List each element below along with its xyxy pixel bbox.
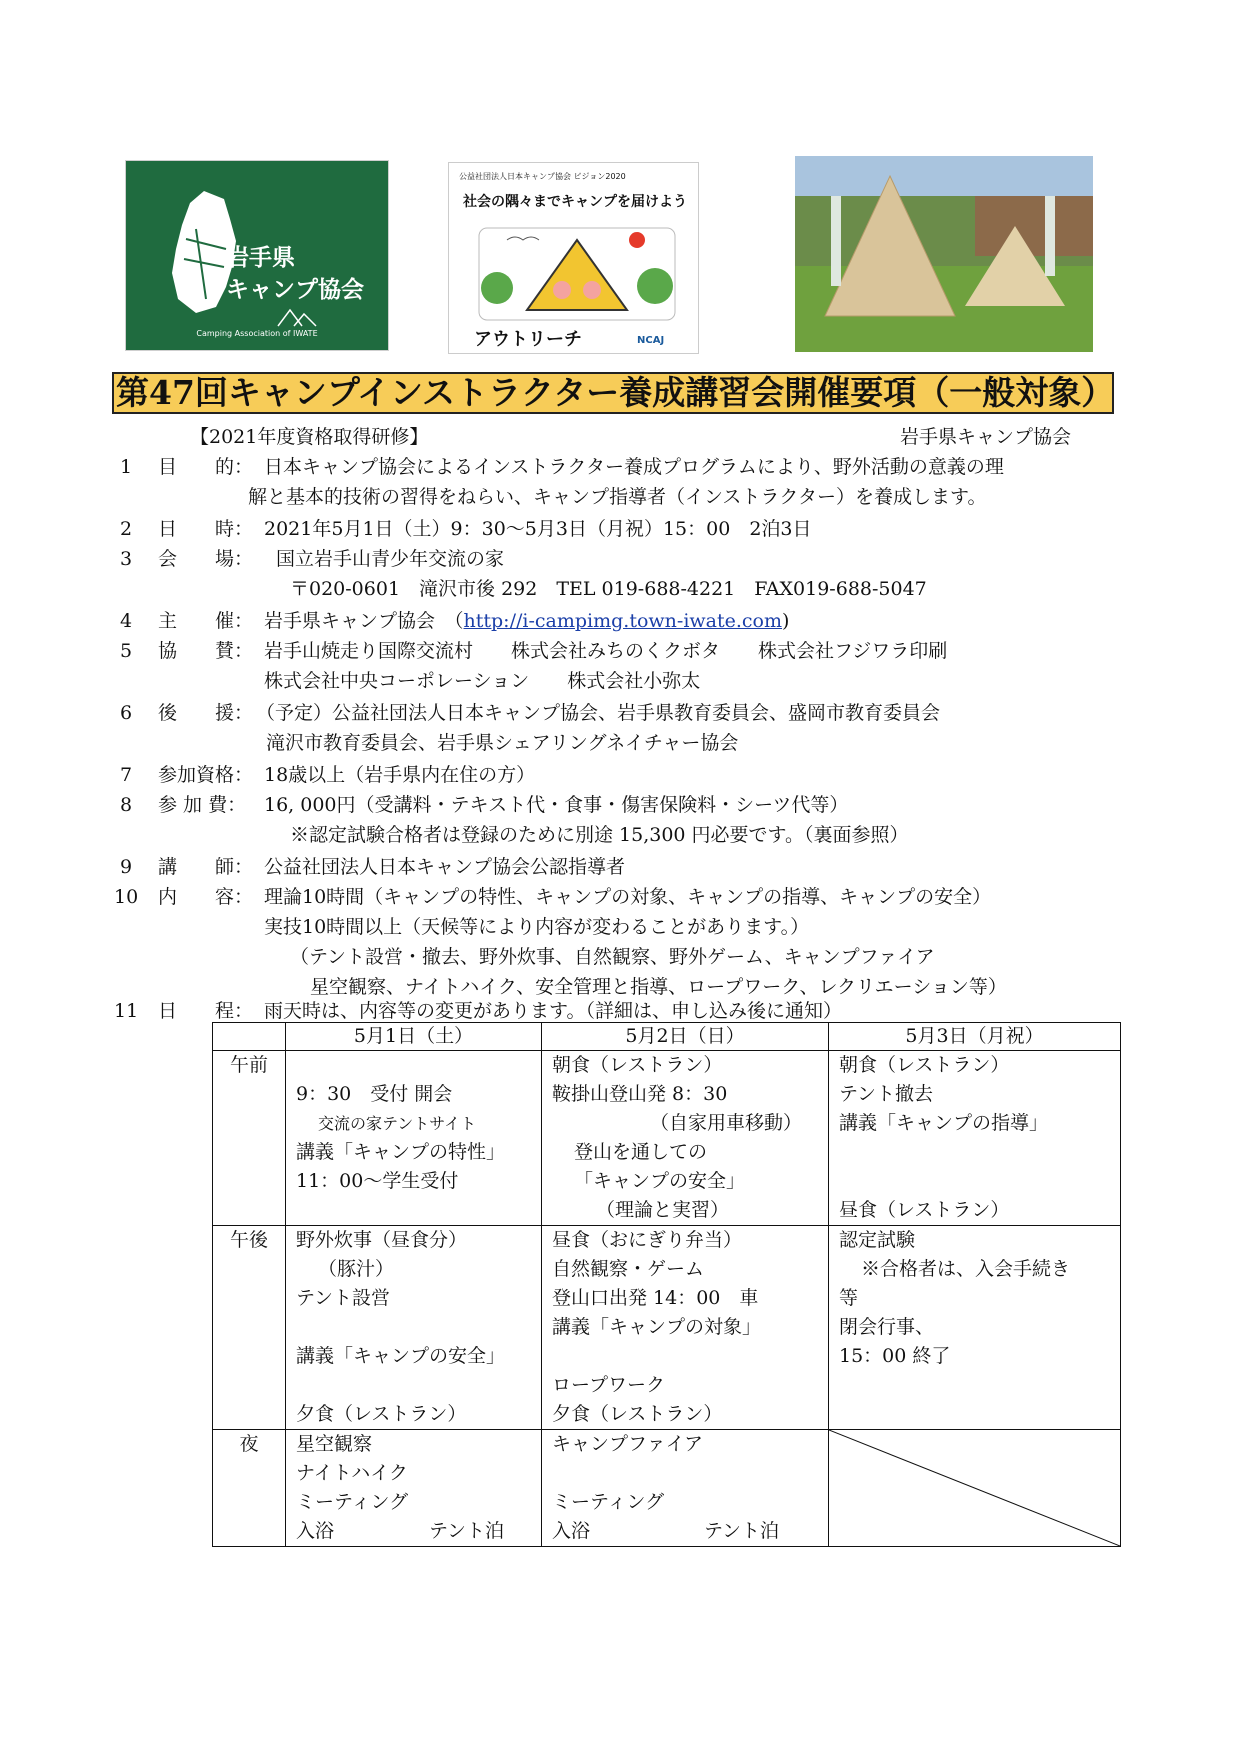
item-3-number: 3 — [120, 548, 133, 570]
schedule-line: 講義「キャンプの指導」 — [839, 1112, 1049, 1134]
day-2-header: 5月2日（日） — [542, 1023, 829, 1051]
schedule-line — [296, 1313, 541, 1342]
schedule-line: 閉会行事、 — [839, 1316, 935, 1338]
item-3-text: 国立岩手山青少年交流の家 — [276, 548, 505, 570]
day-1-header: 5月1日（土） — [286, 1023, 542, 1051]
schedule-line: ナイトハイク — [296, 1462, 408, 1484]
schedule-line: 講義「キャンプの安全」 — [296, 1345, 506, 1367]
row-label-night: 夜 — [239, 1433, 259, 1455]
item-4-close-paren: ) — [782, 610, 790, 632]
schedule-line: ミーティング — [296, 1491, 409, 1513]
item-10-text: 星空観察、ナイトハイク、安全管理と指導、ロープワーク、レクリエーション等） — [310, 976, 1007, 998]
schedule-line: 9：30 受付 開会 — [296, 1083, 453, 1105]
schedule-line: 星空観察 — [296, 1433, 373, 1455]
schedule-line — [552, 1459, 828, 1488]
schedule-line — [839, 1167, 1120, 1196]
item-9-label: 講 師： — [158, 856, 254, 878]
schedule-line: 交流の家テントサイト — [318, 1114, 477, 1133]
logo-name-line2: キャンプ協会 — [226, 277, 364, 303]
afternoon-row — [213, 1226, 1121, 1430]
item-9-number: 9 — [120, 856, 133, 878]
schedule-line: 鞍掛山登山発 8：30 — [552, 1083, 728, 1105]
item-9-text: 公益社団法人日本キャンプ協会公認指導者 — [264, 856, 626, 878]
item-6-text: 滝沢市教育委員会、岩手県シェアリングネイチャー協会 — [266, 732, 739, 754]
row-label-morning: 午前 — [229, 1054, 268, 1076]
outreach-label: アウトリーチ — [474, 329, 582, 350]
schedule-line: （自家用車移動） — [650, 1112, 803, 1134]
item-6-number: 6 — [120, 702, 133, 724]
schedule-line: 講義「キャンプの特性」 — [296, 1141, 506, 1163]
item-3-address: 〒020-0601 滝沢市後 292 TEL 019-688-4221 FAX019-688-5047 — [290, 578, 927, 600]
schedule-line: 登山を通しての — [574, 1141, 708, 1163]
night-row — [213, 1430, 1121, 1547]
item-6-text: （予定）公益社団法人日本キャンプ協会、岩手県教育委員会、盛岡市教育委員会 — [256, 702, 941, 724]
afternoon-day-2 — [542, 1226, 829, 1430]
item-7-label: 参加資格： — [158, 764, 254, 786]
item-10-text: （テント設営・撤去、野外炊事、自然観察、野外ゲーム、キャンプファイア — [290, 946, 935, 968]
item-11-text: 雨天時は、内容等の変更があります。（詳細は、申し込み後に通知） — [264, 1000, 842, 1022]
item-2-label: 日 時： — [158, 518, 254, 540]
item-3-label: 会 場： — [158, 548, 254, 570]
schedule-line: 昼食（おにぎり弁当） — [552, 1229, 743, 1251]
row-label-afternoon: 午後 — [229, 1229, 268, 1251]
night-day-3-empty — [829, 1430, 1121, 1547]
item-4-organizer: 岩手県キャンプ協会 （ — [264, 610, 464, 632]
item-10-text: 実技10時間以上（天候等により内容が変わることがあります。） — [264, 916, 810, 938]
outreach-illustration — [477, 218, 677, 323]
schedule-line: ※合格者は、入会手続き — [861, 1258, 1071, 1280]
item-5-number: 5 — [120, 640, 133, 662]
item-4-label: 主 催： — [158, 610, 254, 632]
schedule-line: 登山口出発 14：00 車 — [552, 1287, 759, 1309]
schedule-line — [552, 1342, 828, 1371]
schedule-table — [212, 1022, 1121, 1547]
schedule-line — [839, 1400, 1120, 1429]
item-11-label: 日 程： — [158, 1000, 254, 1022]
schedule-line — [296, 1051, 541, 1080]
schedule-line: テント設営 — [296, 1287, 391, 1309]
item-10-text: 理論10時間（キャンプの特性、キャンプの対象、キャンプの指導、キャンプの安全） — [264, 886, 992, 908]
page-title: 第47回キャンプインストラクター養成講習会開催要項（一般対象） — [112, 372, 1114, 414]
schedule-line: 昼食（レストラン） — [839, 1199, 1010, 1221]
tent-icon — [274, 306, 320, 328]
diagonal-slash — [829, 1430, 1120, 1546]
morning-day-2 — [542, 1051, 829, 1226]
morning-day-1 — [286, 1051, 542, 1226]
item-4-text — [264, 610, 789, 632]
vision-outreach-logo — [448, 162, 699, 354]
schedule-line: （豚汁） — [318, 1258, 395, 1280]
vision-header: 公益社団法人日本キャンプ協会 ビジョン2020 — [459, 172, 626, 181]
item-2-text: 2021年5月1日（土）9：30〜5月3日（月祝）15：00 2泊3日 — [264, 518, 812, 540]
subheader-left: 【2021年度資格取得研修】 — [190, 426, 429, 448]
logo-name-line1: 岩手県 — [226, 245, 295, 271]
schedule-line: 等 — [839, 1287, 859, 1309]
morning-day-3 — [829, 1051, 1121, 1226]
schedule-line: 認定試験 — [839, 1229, 916, 1251]
schedule-line: 朝食（レストラン） — [839, 1054, 1010, 1076]
schedule-line: 15：00 終了 — [839, 1345, 951, 1367]
afternoon-day-1 — [286, 1226, 542, 1430]
schedule-line — [296, 1371, 541, 1400]
item-8-note: ※認定試験合格者は登録のために別途 15,300 円必要です。（裏面参照） — [290, 824, 909, 846]
schedule-line: ロープワーク — [552, 1374, 666, 1396]
item-5-text: 岩手山焼走り国際交流村 株式会社みちのくクボタ 株式会社フジワラ印刷 — [264, 640, 948, 662]
afternoon-day-3 — [829, 1226, 1121, 1430]
morning-row — [213, 1051, 1121, 1226]
schedule-line: 11：00〜学生受付 — [296, 1170, 459, 1192]
item-7-number: 7 — [120, 764, 133, 786]
item-2-number: 2 — [120, 518, 133, 540]
schedule-line: キャンプファイア — [552, 1433, 704, 1455]
item-10-number: 10 — [114, 886, 139, 908]
schedule-line — [296, 1196, 541, 1225]
schedule-line: 野外炊事（昼食分） — [296, 1229, 468, 1251]
schedule-line: 自然観察・ゲーム — [552, 1258, 705, 1280]
logo-english: Camping Association of IWATE — [196, 329, 318, 338]
item-8-text: 16, 000円（受講料・テキスト代・食事・傷害保険料・シーツ代等） — [264, 794, 849, 816]
schedule-line: 講義「キャンプの対象」 — [552, 1316, 762, 1338]
night-day-1 — [286, 1430, 542, 1547]
night-day-2 — [542, 1430, 829, 1547]
item-1-label: 目 的： — [158, 456, 254, 478]
schedule-line: テント撤去 — [839, 1083, 934, 1105]
subheader-right: 岩手県キャンプ協会 — [900, 426, 1072, 448]
organizer-website-link[interactable]: http://i-campimg.town-iwate.com — [463, 610, 783, 632]
item-8-number: 8 — [120, 794, 133, 816]
schedule-line: 朝食（レストラン） — [552, 1054, 723, 1076]
item-1-text: 解と基本的技術の習得をねらい、キャンプ指導者（インストラクター）を養成します。 — [248, 486, 987, 508]
schedule-line: 入浴 テント泊 — [552, 1520, 780, 1542]
iwate-camping-logo — [125, 160, 389, 351]
schedule-line: （理論と実習） — [596, 1199, 730, 1221]
item-5-label: 協 賛： — [158, 640, 254, 662]
vision-slogan: 社会の隅々までキャンプを届けよう — [463, 194, 687, 210]
item-7-text: 18歳以上（岩手県内在住の方） — [264, 764, 536, 786]
schedule-line: 入浴 テント泊 — [296, 1520, 505, 1542]
item-1-number: 1 — [120, 456, 133, 478]
schedule-line: 夕食（レストラン） — [296, 1403, 467, 1425]
item-5-text: 株式会社中央コーポレーション 株式会社小弥太 — [264, 670, 701, 692]
schedule-line: 夕食（レストラン） — [552, 1403, 723, 1425]
item-11-number: 11 — [114, 1000, 139, 1022]
schedule-header-row — [213, 1023, 1121, 1051]
item-10-label: 内 容： — [158, 886, 254, 908]
day-3-header: 5月3日（月祝） — [829, 1023, 1121, 1051]
schedule-line — [839, 1138, 1120, 1167]
tent-photo — [795, 156, 1093, 352]
item-4-number: 4 — [120, 610, 133, 632]
item-6-label: 後 援： — [158, 702, 254, 724]
ncaj-label: NCAJ — [637, 335, 665, 346]
item-8-label: 参 加 費： — [158, 794, 247, 816]
schedule-line: 「キャンプの安全」 — [574, 1170, 746, 1192]
schedule-line: ミーティング — [552, 1491, 665, 1513]
schedule-line — [839, 1371, 1120, 1400]
item-1-text: 日本キャンプ協会によるインストラクター養成プログラムにより、野外活動の意義の理 — [264, 456, 1004, 478]
schedule-corner — [213, 1023, 286, 1051]
